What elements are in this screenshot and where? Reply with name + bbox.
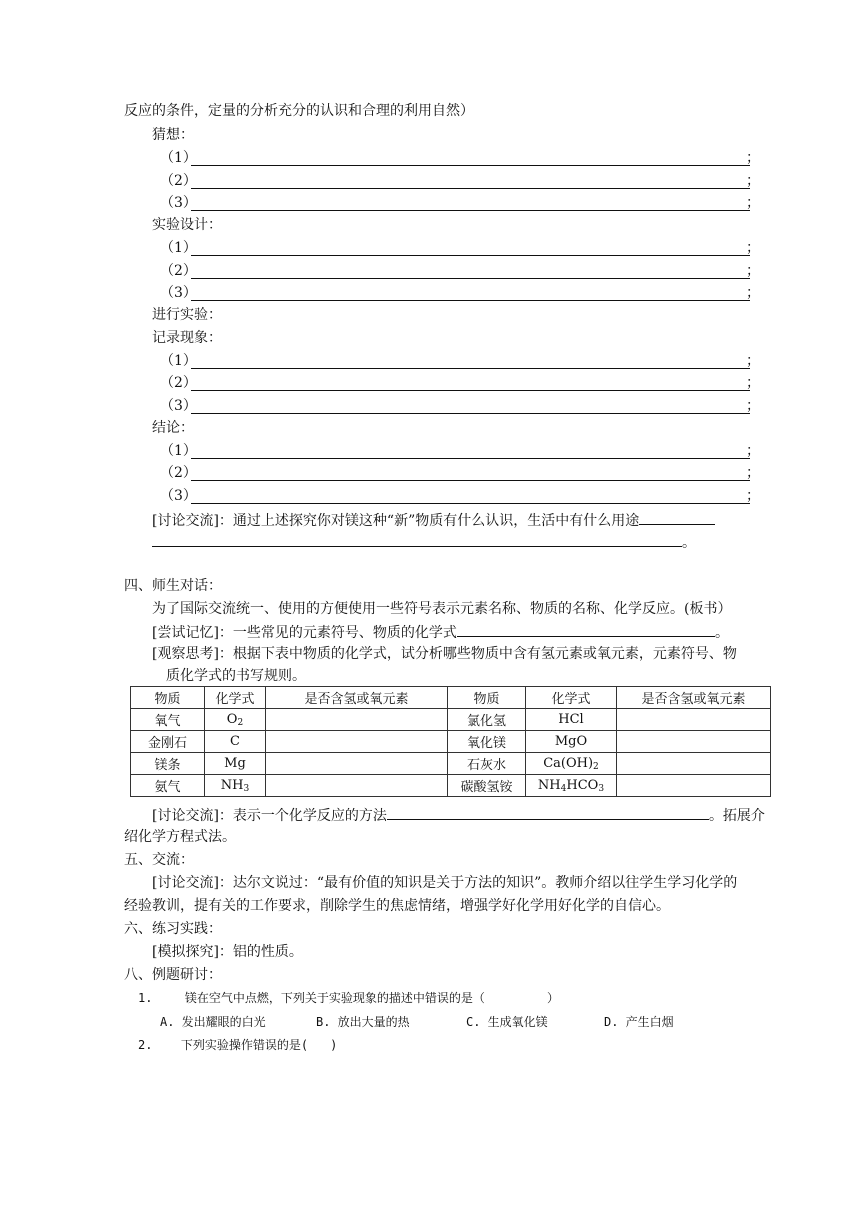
substance-cell: 氯化氢 bbox=[448, 709, 526, 731]
table-row bbox=[131, 775, 771, 797]
formula-cell: C bbox=[205, 731, 266, 753]
conclusion-row-1[interactable] bbox=[160, 441, 760, 461]
period: 。 bbox=[682, 535, 696, 551]
semicolon: ； bbox=[746, 195, 760, 211]
answer-blank[interactable] bbox=[457, 621, 715, 637]
section-4-heading: 四、师生对话： bbox=[124, 578, 222, 594]
formula-cell: $O_2$ bbox=[205, 709, 266, 731]
answer-cell[interactable] bbox=[266, 753, 448, 775]
row-number: （1） bbox=[160, 353, 197, 369]
option-d[interactable]: D. 产生白烟 bbox=[604, 1015, 674, 1029]
memory-text: [尝试记忆]：一些常见的元素符号、物质的化学式 bbox=[152, 625, 457, 641]
blank-line bbox=[191, 390, 750, 391]
record-row-1[interactable] bbox=[160, 351, 760, 371]
option-a[interactable]: A. 发出耀眼的白光 bbox=[160, 1015, 266, 1029]
question-text: 下列实验操作错误的是( bbox=[180, 1038, 309, 1052]
conclusion-heading: 结论： bbox=[152, 420, 194, 436]
blank-line bbox=[191, 255, 750, 256]
section-5-line-1: [讨论交流]：达尔文说过：“最有价值的知识是关于方法的知识”。教师介绍以往学生学习化学的 bbox=[152, 875, 738, 891]
section-5-heading: 五、交流： bbox=[124, 852, 194, 868]
substance-cell: 氨气 bbox=[131, 775, 205, 797]
close-paren: ) bbox=[330, 1038, 338, 1052]
blank-line bbox=[191, 278, 750, 279]
observe-line-1: [观察思考]：根据下表中物质的化学式，试分析哪些物质中含有氢元素或氧元素，元素符号、物 bbox=[152, 646, 737, 662]
guess-row-3[interactable] bbox=[160, 193, 760, 213]
discussion-1 bbox=[152, 509, 715, 531]
substance-cell: 碳酸氢铵 bbox=[448, 775, 526, 797]
semicolon: ； bbox=[746, 353, 760, 369]
answer-cell[interactable] bbox=[617, 709, 771, 731]
formula-cell: $NH_3$ bbox=[205, 775, 266, 797]
semicolon: ； bbox=[746, 173, 760, 189]
row-number: （1） bbox=[160, 240, 197, 256]
formula-cell: $Ca(OH)_2$ bbox=[526, 753, 617, 775]
row-number: （3） bbox=[160, 488, 197, 504]
memory-line bbox=[152, 621, 729, 643]
discussion-1-text: [讨论交流]：通过上述探究你对镁这种“新”物质有什么认识，生活中有什么用途 bbox=[152, 513, 640, 529]
row-number: （3） bbox=[160, 195, 197, 211]
blank-line bbox=[191, 300, 750, 301]
question-1 bbox=[138, 988, 559, 1008]
row-number: （1） bbox=[160, 443, 197, 459]
guess-row-2[interactable] bbox=[160, 171, 760, 191]
substance-cell: 石灰水 bbox=[448, 753, 526, 775]
header-contains-h-o: 是否含氢或氧元素 bbox=[617, 687, 771, 709]
substance-cell: 金刚石 bbox=[131, 731, 205, 753]
answer-cell[interactable] bbox=[266, 775, 448, 797]
row-number: （2） bbox=[160, 263, 197, 279]
semicolon: ； bbox=[746, 488, 760, 504]
substance-cell: 氧气 bbox=[131, 709, 205, 731]
design-row-2[interactable] bbox=[160, 261, 760, 281]
blank-line bbox=[191, 458, 750, 459]
conclusion-row-3[interactable] bbox=[160, 486, 760, 506]
answer-blank[interactable] bbox=[639, 509, 715, 525]
guess-heading: 猜想： bbox=[152, 127, 194, 143]
formula-cell: Mg bbox=[205, 753, 266, 775]
blank-line bbox=[191, 368, 750, 369]
header-formula: 化学式 bbox=[526, 687, 617, 709]
section-5-line-2: 经验教训，提有关的工作要求，削除学生的焦虑情绪，增强学好化学用好化学的自信心。 bbox=[124, 898, 670, 914]
semicolon: ； bbox=[746, 443, 760, 459]
header-contains-h-o: 是否含氢或氧元素 bbox=[266, 687, 448, 709]
semicolon: ； bbox=[746, 398, 760, 414]
conclusion-row-2[interactable] bbox=[160, 463, 760, 483]
record-row-2[interactable] bbox=[160, 373, 760, 393]
header-formula: 化学式 bbox=[205, 687, 266, 709]
section-8-heading: 八、例题研讨： bbox=[124, 967, 222, 983]
discussion-2-end: 。拓展介 bbox=[708, 808, 765, 824]
question-number: 2. bbox=[138, 1038, 153, 1052]
semicolon: ； bbox=[746, 240, 760, 256]
formula-cell: HCl bbox=[526, 709, 617, 731]
table-row bbox=[131, 731, 771, 753]
header-substance: 物质 bbox=[131, 687, 205, 709]
option-b[interactable]: B. 放出大量的热 bbox=[316, 1015, 410, 1029]
design-heading: 实验设计： bbox=[152, 217, 222, 233]
substance-cell: 镁条 bbox=[131, 753, 205, 775]
blank-line bbox=[191, 165, 750, 166]
period: 。 bbox=[714, 625, 729, 641]
blank-line bbox=[191, 480, 750, 481]
intro-line: 反应的条件，定量的分析充分的认识和合理的利用自然） bbox=[124, 103, 474, 119]
record-heading: 记录现象： bbox=[152, 330, 222, 346]
table-header-row bbox=[131, 687, 771, 709]
semicolon: ； bbox=[746, 263, 760, 279]
blank-line bbox=[191, 413, 750, 414]
row-number: （2） bbox=[160, 375, 197, 391]
design-row-1[interactable] bbox=[160, 238, 760, 258]
header-substance: 物质 bbox=[448, 687, 526, 709]
blank-line bbox=[191, 503, 750, 504]
blank-line bbox=[191, 210, 750, 211]
formula-cell: $NH_4HCO_3$ bbox=[526, 775, 617, 797]
row-number: （2） bbox=[160, 173, 197, 189]
question-2 bbox=[138, 1035, 337, 1055]
row-number: （3） bbox=[160, 285, 197, 301]
answer-cell[interactable] bbox=[617, 775, 771, 797]
semicolon: ； bbox=[746, 465, 760, 481]
answer-cell[interactable] bbox=[617, 753, 771, 775]
answer-cell[interactable] bbox=[617, 731, 771, 753]
answer-blank[interactable] bbox=[387, 804, 709, 820]
answer-cell[interactable] bbox=[266, 709, 448, 731]
table-row bbox=[131, 709, 771, 731]
formula-cell: MgO bbox=[526, 731, 617, 753]
conduct-heading: 进行实验： bbox=[152, 307, 222, 323]
design-row-3[interactable] bbox=[160, 283, 760, 303]
close-paren: ） bbox=[546, 991, 559, 1005]
observe-line-2: 质化学式的书写规则。 bbox=[166, 668, 306, 684]
semicolon: ； bbox=[746, 375, 760, 391]
guess-row-1[interactable] bbox=[160, 148, 760, 168]
record-row-3[interactable] bbox=[160, 396, 760, 416]
row-number: （2） bbox=[160, 465, 197, 481]
row-number: （1） bbox=[160, 150, 197, 166]
section-4-paragraph: 为了国际交流统一、使用的方便使用一些符号表示元素名称、物质的名称、化学反应。(板书） bbox=[152, 601, 732, 617]
section-6-line-1: [模拟探究]：铝的性质。 bbox=[152, 944, 303, 960]
row-number: （3） bbox=[160, 398, 197, 414]
discussion-2 bbox=[152, 804, 765, 826]
discussion-1-line2 bbox=[152, 531, 696, 553]
blank-line bbox=[191, 188, 750, 189]
discussion-2-text: [讨论交流]：表示一个化学反应的方法 bbox=[152, 808, 387, 824]
option-c[interactable]: C. 生成氧化镁 bbox=[466, 1015, 548, 1029]
substance-table bbox=[130, 686, 771, 797]
semicolon: ； bbox=[746, 150, 760, 166]
question-number: 1. bbox=[138, 991, 153, 1005]
question-text: 镁在空气中点燃，下列关于实验现象的描述中错误的是（ bbox=[184, 991, 485, 1005]
section-6-heading: 六、练习实践： bbox=[124, 921, 222, 937]
answer-blank[interactable] bbox=[152, 531, 682, 547]
table-row bbox=[131, 753, 771, 775]
answer-cell[interactable] bbox=[266, 731, 448, 753]
semicolon: ； bbox=[746, 285, 760, 301]
discussion-2-line2: 绍化学方程式法。 bbox=[124, 829, 236, 845]
substance-cell: 氧化镁 bbox=[448, 731, 526, 753]
